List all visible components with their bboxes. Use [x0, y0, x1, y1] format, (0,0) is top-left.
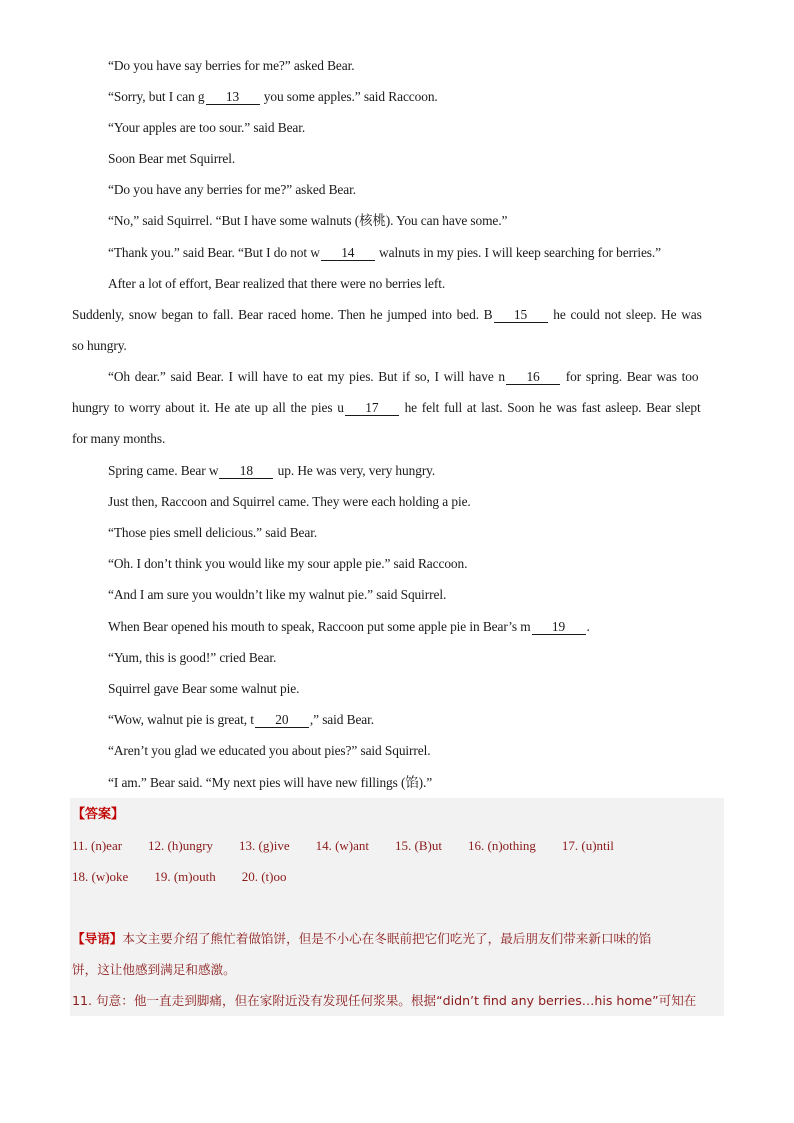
story-line: [108, 775, 432, 791]
answer-item: 12. (h)ungry: [148, 838, 214, 853]
explanation-line: [72, 992, 696, 1010]
answer-blank[interactable]: 18: [219, 464, 273, 479]
story-text-segment: “Those pies smell delicious.” said Bear.: [108, 525, 318, 540]
story-line: [108, 650, 276, 666]
story-line: [72, 431, 165, 447]
story-line: [108, 369, 756, 385]
story-text-segment: he could not sleep. He was: [548, 307, 702, 322]
answer-item: 15. (B)ut: [395, 838, 442, 853]
guide-text-1: 本文主要介绍了熊忙着做馅饼，但是不小心在冬眠前把它们吃光了，最后朋友们带来新口味的馅: [122, 931, 652, 946]
story-text-segment: for many months.: [72, 431, 166, 446]
story-text-segment: you some apples.” said Raccoon.: [260, 89, 438, 104]
story-text-segment: After a lot of effort, Bear realized that there were no berries left.: [108, 276, 446, 291]
story-line: [108, 276, 445, 292]
story-text-segment: he felt full at last. Soon he was fast asleep. Bear slept: [399, 400, 701, 415]
story-line: [108, 89, 438, 105]
story-text-segment: “Wow, walnut pie is great, t: [108, 712, 254, 727]
story-line: [108, 120, 305, 136]
answer-item: 17. (u)ntil: [561, 838, 614, 853]
story-text-segment: When Bear opened his mouth to speak, Raccoon put some apple pie in Bear’s m: [108, 619, 531, 634]
answer-row-2: [72, 869, 313, 885]
answer-label: 【答案】: [72, 807, 125, 822]
story-text-segment: “I am.” Bear said. “My next pies will have new fillings (馅).”: [108, 775, 433, 790]
story-text-segment: Soon Bear met Squirrel.: [108, 151, 236, 166]
answer-blank[interactable]: 16: [506, 370, 560, 385]
story-line: [108, 245, 661, 261]
explanation-text: 11. 句意：他一直走到脚痛，但在家附近没有发现任何浆果。根据“didn’t find any berries…his home”可知在: [72, 993, 697, 1008]
answer-item: 16. (n)othing: [467, 838, 536, 853]
story-text-segment: “Sorry, but I can g: [108, 89, 205, 104]
story-text-segment: “And I am sure you wouldn’t like my walnut pie.” said Squirrel.: [108, 587, 447, 602]
answer-item: 19. (m)outh: [154, 869, 216, 884]
story-text-segment: Spring came. Bear w: [108, 463, 219, 478]
story-line: [108, 58, 354, 74]
answer-blank[interactable]: 13: [206, 90, 260, 105]
answer-section: [70, 798, 724, 1016]
guide-text-2: 饼，这让他感到满足和感激。: [72, 962, 236, 977]
story-text-segment: “Do you have any berries for me?” asked Bear.: [108, 182, 356, 197]
story-line: [108, 494, 471, 510]
story-text-segment: Squirrel gave Bear some walnut pie.: [108, 681, 300, 696]
guide-line-1: [72, 930, 651, 948]
story-line: [108, 463, 435, 479]
answer-item: 20. (t)oo: [241, 869, 287, 884]
story-text-segment: “Oh dear.” said Bear. I will have to eat my pies. But if so, I will have n: [108, 369, 506, 384]
answer-item: 18. (w)oke: [72, 869, 129, 884]
answer-item: 11. (n)ear: [72, 838, 123, 853]
story-line: [72, 338, 127, 354]
story-line: [108, 556, 467, 572]
story-text-segment: “Aren’t you glad we educated you about pies?” said Squirrel.: [108, 743, 431, 758]
story-line: [72, 307, 720, 323]
answer-item: 13. (g)ive: [239, 838, 290, 853]
story-text-segment: “Oh. I don’t think you would like my sour apple pie.” said Raccoon.: [108, 556, 468, 571]
answer-blank[interactable]: 17: [345, 401, 399, 416]
story-text-segment: hungry to worry about it. He ate up all the pies u: [72, 400, 344, 415]
answer-blank[interactable]: 20: [255, 713, 309, 728]
answer-blank[interactable]: 14: [321, 246, 375, 261]
story-text-segment: ,” said Bear.: [309, 712, 375, 727]
story-line: [72, 400, 720, 416]
story-line: [108, 213, 507, 229]
story-line: [108, 712, 374, 728]
story-text-segment: Just then, Raccoon and Squirrel came. They were each holding a pie.: [108, 494, 471, 509]
story-text-segment: so hungry.: [72, 338, 127, 353]
answer-item: 14. (w)ant: [315, 838, 370, 853]
story-text-segment: “Do you have say berries for me?” asked Bear.: [108, 58, 355, 73]
answer-heading: [72, 806, 124, 823]
story-line: [108, 151, 235, 167]
story-text-segment: “Thank you.” said Bear. “But I do not w: [108, 245, 320, 260]
answer-row-1: [72, 838, 640, 854]
story-text-segment: “Your apples are too sour.” said Bear.: [108, 120, 306, 135]
answer-blank[interactable]: 15: [494, 308, 548, 323]
story-line: [108, 743, 430, 759]
story-line: [108, 681, 299, 697]
story-text-segment: .: [586, 619, 590, 634]
story-text-segment: “Yum, this is good!” cried Bear.: [108, 650, 277, 665]
story-text-segment: up. He was very, very hungry.: [274, 463, 436, 478]
story-line: [108, 525, 317, 541]
guide-label: 【导语】: [72, 931, 123, 946]
story-text-segment: “No,” said Squirrel. “But I have some walnuts (核桃). You can have some.”: [108, 213, 508, 228]
story-line: [108, 587, 446, 603]
story-line: [108, 182, 356, 198]
guide-line-2: [72, 961, 236, 979]
story-text-segment: for spring. Bear was too: [561, 369, 699, 384]
story-text-segment: Suddenly, snow began to fall. Bear raced home. Then he jumped into bed. B: [72, 307, 493, 322]
answer-blank[interactable]: 19: [532, 620, 586, 635]
story-line: [108, 619, 590, 635]
story-text-segment: walnuts in my pies. I will keep searching for berries.”: [375, 245, 661, 260]
